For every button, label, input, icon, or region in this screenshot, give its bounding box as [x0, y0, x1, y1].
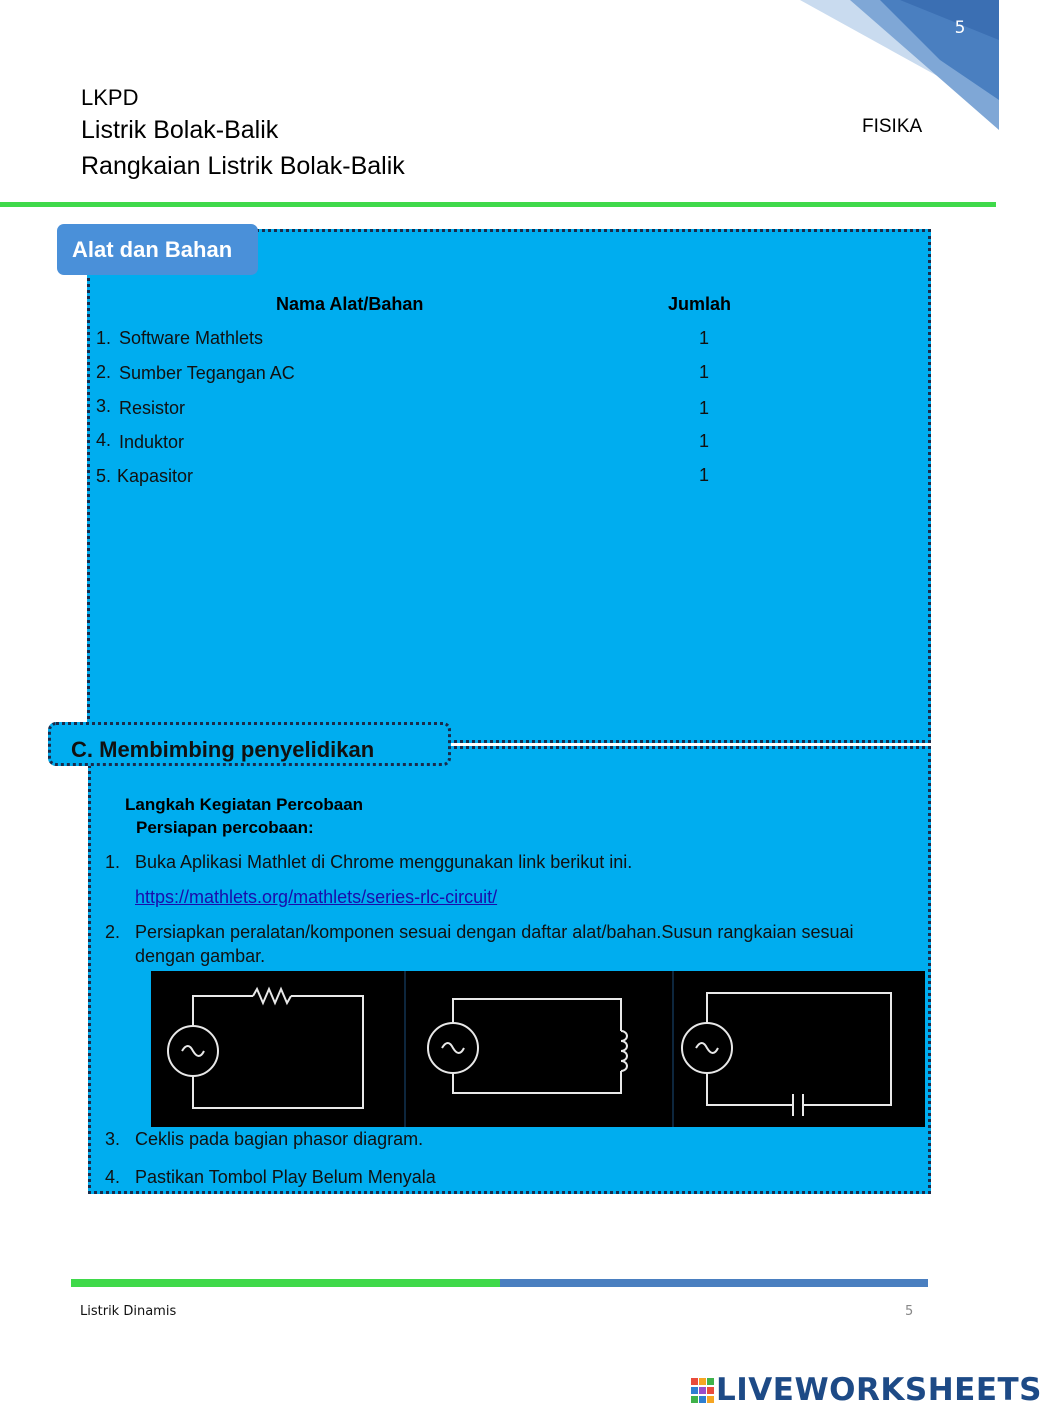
list-item-qty: 1 — [699, 465, 710, 485]
steps-heading: Langkah Kegiatan Percobaan — [125, 795, 364, 814]
capacitor-circuit-icon — [682, 993, 891, 1116]
step-number: 2. — [105, 922, 121, 942]
liveworksheets-logo-icon — [691, 1378, 715, 1404]
subject-label: FISIKA — [862, 116, 923, 137]
column-header-name: Nama Alat/Bahan — [276, 294, 424, 314]
section-c-tab: C. Membimbing penyelidikan — [48, 722, 451, 766]
step-number: 1. — [105, 852, 121, 872]
step-text: Ceklis pada bagian phasor diagram. — [135, 1129, 424, 1149]
list-item-number: 1. — [96, 328, 112, 348]
list-item-name: Sumber Tegangan AC — [119, 363, 295, 383]
inductor-circuit-icon — [428, 999, 627, 1093]
list-item-qty: 1 — [699, 398, 710, 418]
alat-bahan-tab: Alat dan Bahan — [57, 224, 258, 275]
list-item-name: Kapasitor — [117, 466, 194, 486]
circuit-diagrams — [151, 971, 925, 1127]
list-item-qty: 1 — [699, 362, 710, 382]
header-divider — [0, 202, 996, 207]
footer-bar-green — [71, 1279, 500, 1287]
footer-page-number: 5 — [905, 1304, 914, 1319]
alat-bahan-panel — [87, 229, 931, 743]
list-item-number: 3. — [96, 396, 112, 416]
list-item-qty: 1 — [699, 328, 710, 348]
brand-name[interactable]: LIVEWORKSHEETS — [716, 1372, 1042, 1408]
list-item-name: Induktor — [119, 432, 185, 452]
list-item-name: Resistor — [119, 398, 186, 418]
page-number-top: 5 — [954, 18, 966, 38]
footer-chapter: Listrik Dinamis — [80, 1304, 177, 1319]
column-header-qty: Jumlah — [668, 294, 732, 314]
step-text: Buka Aplikasi Mathlet di Chrome menggunakan link berikut ini. — [135, 852, 633, 872]
step-number: 3. — [105, 1129, 121, 1149]
step-text: Persiapkan peralatan/komponen sesuai dengan daftar alat/bahan.Susun rangkaian sesuai dengan gambar. — [135, 922, 854, 966]
page-subtitle: Rangkaian Listrik Bolak-Balik — [81, 152, 405, 180]
resistor-circuit-icon — [168, 989, 363, 1108]
mathlets-link[interactable]: https://mathlets.org/mathlets/series-rlc-circuit/ — [135, 887, 498, 907]
list-item-qty: 1 — [699, 431, 710, 451]
footer-bar-blue — [500, 1279, 928, 1287]
page-title: Listrik Bolak-Balik — [81, 116, 279, 144]
list-item-name: Software Mathlets — [119, 328, 264, 348]
list-item-number: 4. — [96, 430, 112, 450]
step-text: Pastikan Tombol Play Belum Menyala — [135, 1167, 436, 1187]
list-item-number: 5. — [96, 466, 112, 486]
steps-subheading: Persiapan percobaan: — [136, 818, 314, 837]
list-item-number: 2. — [96, 362, 112, 382]
doc-type-label: LKPD — [81, 85, 139, 110]
step-number: 4. — [105, 1167, 121, 1187]
